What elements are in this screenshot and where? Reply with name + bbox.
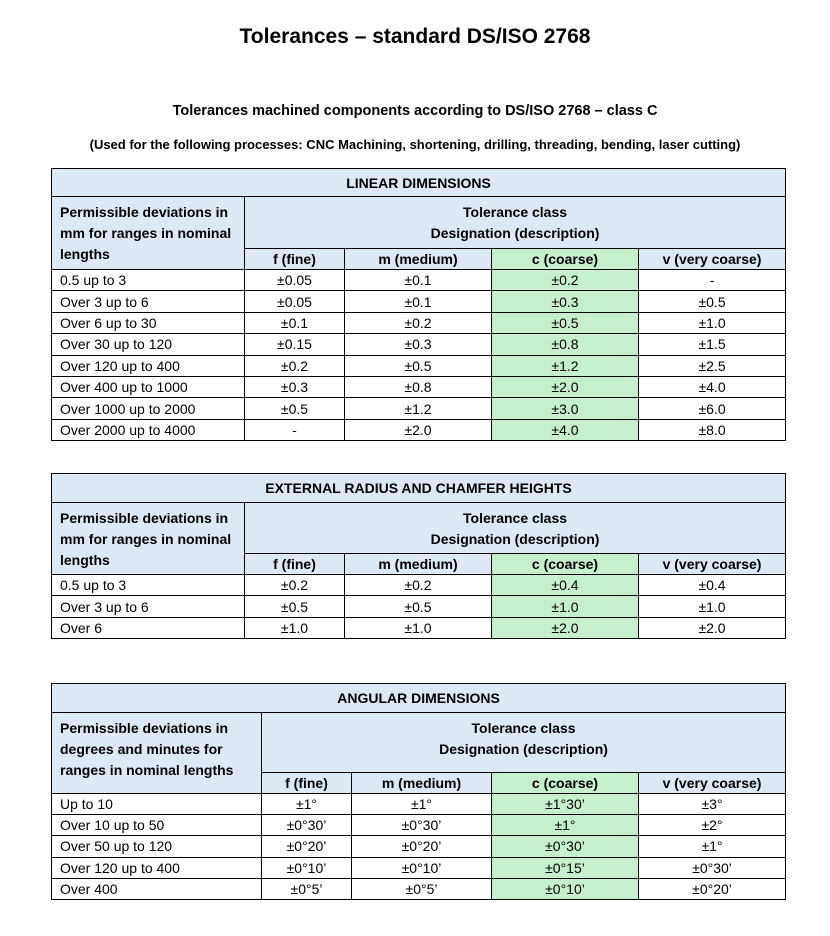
range-label: Over 30 up to 120 <box>52 334 245 355</box>
tolerance-value: ±2.0 <box>345 419 492 440</box>
table-row <box>52 376 786 397</box>
column-header-f-class: f (fine) <box>245 554 345 575</box>
range-label: Over 6 up to 30 <box>52 312 245 333</box>
tolerance-value: ±2.5 <box>639 355 786 376</box>
row-header: Permissible deviations in degrees and minutes for ranges in nominal lengths <box>52 713 262 794</box>
tolerance-value: ±0.2 <box>245 575 345 596</box>
tolerance-value: ±1.5 <box>639 334 786 355</box>
tolerance-value: ±0°5’ <box>262 878 352 899</box>
range-label: Over 3 up to 6 <box>52 596 245 617</box>
range-label: Over 120 up to 400 <box>52 355 245 376</box>
range-label: Over 10 up to 50 <box>52 815 262 836</box>
tolerance-value: ±2.0 <box>639 617 786 638</box>
table-title: ANGULAR DIMENSIONS <box>52 684 786 713</box>
tolerance-value: ±0.4 <box>639 575 786 596</box>
tolerance-value: ±0.8 <box>345 376 492 397</box>
tolerance-value: - <box>245 419 345 440</box>
tolerance-value: ±0.5 <box>492 312 639 333</box>
tolerance-value: ±0.2 <box>345 575 492 596</box>
tolerance-value: ±0°10’ <box>492 878 639 899</box>
tolerance-value: ±1.0 <box>639 596 786 617</box>
tolerance-value: ±0°10’ <box>352 857 492 878</box>
tolerance-value: ±4.0 <box>492 419 639 440</box>
table-row <box>52 334 786 355</box>
tolerance-value: ±0.2 <box>345 312 492 333</box>
table-row <box>52 857 786 878</box>
tolerance-value: ±0.1 <box>245 312 345 333</box>
column-header-v-class: v (very coarse) <box>639 249 786 270</box>
tolerance-value: ±1.0 <box>639 312 786 333</box>
tolerance-value: ±0.5 <box>245 596 345 617</box>
tolerance-value: ±0.15 <box>245 334 345 355</box>
column-header-m-class: m (medium) <box>345 249 492 270</box>
range-label: Over 120 up to 400 <box>52 857 262 878</box>
tolerance-value: ±0°5’ <box>352 878 492 899</box>
column-header-m-class: m (medium) <box>345 554 492 575</box>
tolerance-class-header <box>262 713 786 773</box>
tolerance-value: ±0.1 <box>345 291 492 312</box>
tolerance-value: ±1.0 <box>492 596 639 617</box>
range-label: Up to 10 <box>52 794 262 815</box>
table-row <box>52 312 786 333</box>
table-title: EXTERNAL RADIUS AND CHAMFER HEIGHTS <box>52 474 786 503</box>
tolerance-class-header <box>245 503 786 554</box>
tolerance-value: ±8.0 <box>639 419 786 440</box>
tolerance-value: ±0.5 <box>245 398 345 419</box>
range-label: Over 2000 up to 4000 <box>52 419 245 440</box>
tolerance-value: ±0°30’ <box>639 857 786 878</box>
column-header-f-class: f (fine) <box>262 773 352 794</box>
tolerance-value: ±0.3 <box>245 376 345 397</box>
column-header-v-class: v (very coarse) <box>639 554 786 575</box>
column-header-c-class: c (coarse) <box>492 773 639 794</box>
tolerance-value: ±0.05 <box>245 270 345 291</box>
tolerance-value: ±1.0 <box>245 617 345 638</box>
range-label: Over 6 <box>52 617 245 638</box>
tolerance-value: ±0.1 <box>345 270 492 291</box>
tolerance-value: ±0.4 <box>492 575 639 596</box>
table-row <box>52 398 786 419</box>
row-header: Permissible deviations in mm for ranges in nominal lengths <box>52 197 245 270</box>
tolerance-class-header <box>245 197 786 249</box>
linear-dimensions-table <box>51 168 786 441</box>
tolerance-value: ±1° <box>262 794 352 815</box>
tolerance-value: ±0°10’ <box>262 857 352 878</box>
tolerance-value: ±2.0 <box>492 617 639 638</box>
table-row <box>52 617 786 638</box>
column-header-m-class: m (medium) <box>352 773 492 794</box>
tolerance-class-label: Tolerance class <box>463 204 568 220</box>
designation-label: Designation (description) <box>430 225 600 241</box>
tolerance-value: ±0.2 <box>245 355 345 376</box>
radius-chamfer-table <box>51 473 786 639</box>
table-row <box>52 291 786 312</box>
tolerance-value: ±1° <box>639 836 786 857</box>
table-row <box>52 815 786 836</box>
tolerance-value: ±0.5 <box>345 355 492 376</box>
tolerance-value: ±0°15’ <box>492 857 639 878</box>
range-label: Over 1000 up to 2000 <box>52 398 245 419</box>
column-header-f-class: f (fine) <box>245 249 345 270</box>
tolerance-value: ±3° <box>639 794 786 815</box>
tolerance-value: ±0.05 <box>245 291 345 312</box>
tolerance-value: ±0.2 <box>492 270 639 291</box>
tolerance-value: ±0.5 <box>639 291 786 312</box>
tolerance-value: ±2° <box>639 815 786 836</box>
tolerance-value: ±0.5 <box>345 596 492 617</box>
tolerance-value: ±0°20’ <box>352 836 492 857</box>
table-row <box>52 878 786 899</box>
column-header-v-class: v (very coarse) <box>639 773 786 794</box>
tolerance-value: ±0.3 <box>345 334 492 355</box>
tolerance-value: ±6.0 <box>639 398 786 419</box>
designation-label: Designation (description) <box>430 531 600 547</box>
tolerance-value: ±0.3 <box>492 291 639 312</box>
range-label: 0.5 up to 3 <box>52 270 245 291</box>
page-subtitle: Tolerances machined components according to DS/ISO 2768 – class C <box>172 103 658 119</box>
tolerance-value: ±0°20’ <box>639 878 786 899</box>
tolerance-class-label: Tolerance class <box>471 720 576 736</box>
table-title: LINEAR DIMENSIONS <box>52 169 786 197</box>
table-row <box>52 270 786 291</box>
page-title: Tolerances – standard DS/ISO 2768 <box>239 25 591 48</box>
column-header-c-class: c (coarse) <box>492 554 639 575</box>
table-row <box>52 836 786 857</box>
range-label: Over 400 up to 1000 <box>52 376 245 397</box>
table-row <box>52 596 786 617</box>
range-label: Over 50 up to 120 <box>52 836 262 857</box>
table-row <box>52 419 786 440</box>
tolerance-value: ±1° <box>492 815 639 836</box>
tolerance-value: ±3.0 <box>492 398 639 419</box>
table-row <box>52 355 786 376</box>
row-header: Permissible deviations in mm for ranges in nominal lengths <box>52 503 245 575</box>
process-note: (Used for the following processes: CNC Machining, shortening, drilling, threading, bending, laser cutting) <box>89 137 741 152</box>
tolerance-value: ±0.8 <box>492 334 639 355</box>
tolerance-value: ±1.2 <box>492 355 639 376</box>
tolerance-value: ±0°20’ <box>262 836 352 857</box>
angular-dimensions-table <box>51 683 786 900</box>
table-row <box>52 794 786 815</box>
column-header-c-class: c (coarse) <box>492 249 639 270</box>
range-label: 0.5 up to 3 <box>52 575 245 596</box>
tolerance-value: ±1.0 <box>345 617 492 638</box>
designation-label: Designation (description) <box>439 741 608 757</box>
tolerance-value: ±1°30’ <box>492 794 639 815</box>
tolerance-value: ±0°30’ <box>262 815 352 836</box>
tolerance-class-label: Tolerance class <box>463 510 568 526</box>
table-row <box>52 575 786 596</box>
tolerance-value: ±0°30’ <box>492 836 639 857</box>
range-label: Over 400 <box>52 878 262 899</box>
tolerance-value: ±2.0 <box>492 376 639 397</box>
tolerance-value: ±1° <box>352 794 492 815</box>
tolerance-value: ±0°30’ <box>352 815 492 836</box>
tolerance-value: ±4.0 <box>639 376 786 397</box>
range-label: Over 3 up to 6 <box>52 291 245 312</box>
tolerance-value: ±1.2 <box>345 398 492 419</box>
tolerance-value: - <box>639 270 786 291</box>
